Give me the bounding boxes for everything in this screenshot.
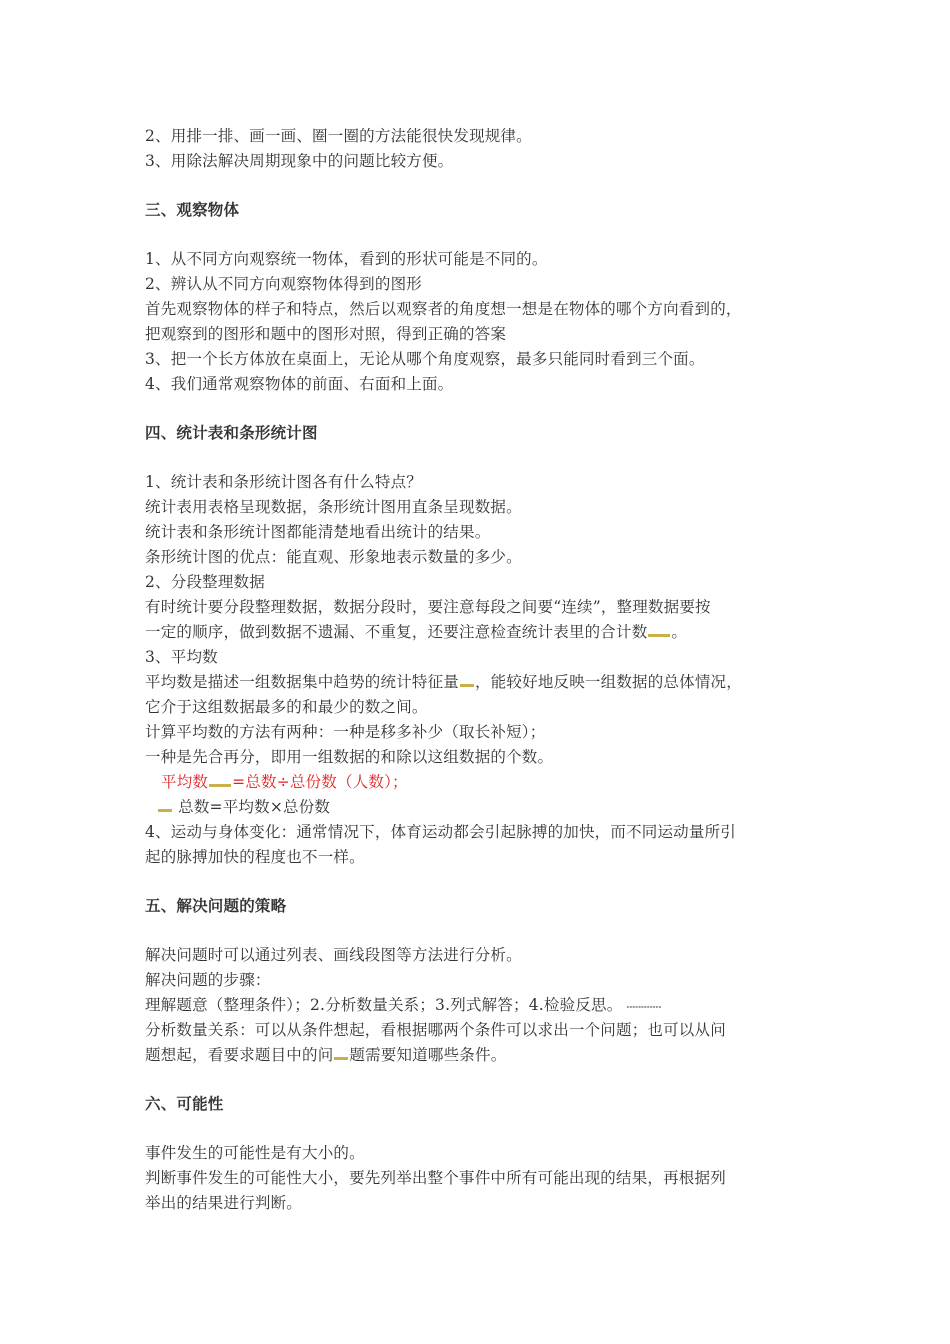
highlight-mark [334,1057,348,1060]
formula-total-text: 总数=平均数×总份数 [178,798,331,816]
s5-line-2: 解决问题的步骤： [145,971,271,989]
highlight-mark [209,784,231,787]
s4-line-3: 统计表和条形统计图都能清楚地看出统计的结果。 [145,523,491,541]
s4-line-10: 它介于这组数据最多的和最少的数之间。 [145,698,428,716]
s4-line-9-text: 平均数是描述一组数据集中趋势的统计特征量 [145,673,460,691]
s4-line-8: 3、平均数 [145,648,218,666]
formula-total [145,795,825,820]
section-title-observe: 三、观察物体 [145,201,240,219]
s4-line-7-text: 一定的顺序，做到数据不遗漏、不重复，还要注意检查统计表里的合计数 [145,623,648,641]
s6-line-1: 事件发生的可能性是有大小的。 [145,1144,365,1162]
highlight-mark [460,684,474,687]
formula-average-lhs: 平均数 [161,773,209,791]
s3-line-4: 把观察到的图形和题中的图形对照，得到正确的答案 [145,325,507,343]
s6-line-3: 举出的结果进行判断。 [145,1194,303,1212]
formula-average-rhs: =总数÷总份数（人数）； [232,773,408,791]
s4-line-12: 一种是先合再分，即用一组数据的和除以这组数据的个数。 [145,748,554,766]
s4-line-13: 4、运动与身体变化：通常情况下，体育运动都会引起脉搏的加快，而不同运动量所引 [145,823,736,841]
s2-line-3: 3、用除法解决周期现象中的问题比较方便。 [145,152,454,170]
s5-line-3-text: 理解题意（整理条件）；2.分析数量关系；3.列式解答；4.检验反思。 [145,996,623,1014]
document-page [145,124,825,1216]
s5-line-3 [145,993,825,1018]
s3-line-6: 4、我们通常观察物体的前面、右面和上面。 [145,375,454,393]
s3-line-1: 1、从不同方向观察统一物体，看到的形状可能是不同的。 [145,250,548,268]
s4-line-7-end: 。 [671,623,688,641]
s4-line-9 [145,670,825,695]
s5-line-5 [145,1043,825,1068]
s3-line-3: 首先观察物体的样子和特点，然后以观察者的角度想一想是在物体的哪个方向看到的， [145,300,742,318]
highlight-mark [158,809,172,812]
s4-line-6: 有时统计要分段整理数据，数据分段时，要注意每段之间要“连续”，整理数据要按 [145,598,711,616]
s2-line-2: 2、用排一排、画一画、圈一圈的方法能很快发现规律。 [145,127,532,145]
s4-line-11: 计算平均数的方法有两种：一种是移多补少（取长补短）； [145,723,546,741]
s4-line-2: 统计表用表格呈现数据，条形统计图用直条呈现数据。 [145,498,522,516]
s4-line-4: 条形统计图的优点：能直观、形象地表示数量的多少。 [145,548,522,566]
section-title-statistics: 四、统计表和条形统计图 [145,424,318,442]
s4-line-5: 2、分段整理数据 [145,573,265,591]
s3-line-2: 2、辨认从不同方向观察物体得到的图形 [145,275,422,293]
s4-line-7 [145,620,825,645]
s4-line-14: 起的脉搏加快的程度也不一样。 [145,848,365,866]
formula-average [145,770,825,795]
s5-line-4: 分析数量关系：可以从条件想起，看根据哪两个条件可以求出一个问题；也可以从问 [145,1021,726,1039]
highlight-mark [648,634,670,637]
s6-line-2: 判断事件发生的可能性大小，要先列举出整个事件中所有可能出现的结果，再根据列 [145,1169,726,1187]
tiny-watermark: ▪▪▪▪▪▪▪▪▪▪▪▪ [626,1003,662,1009]
s5-line-5-end: 题需要知道哪些条件。 [349,1046,507,1064]
s5-line-1: 解决问题时可以通过列表、画线段图等方法进行分析。 [145,946,522,964]
section-title-possibility: 六、可能性 [145,1095,224,1113]
s4-line-1: 1、统计表和条形统计图各有什么特点？ [145,473,422,491]
s4-line-9-end: ，能较好地反映一组数据的总体情况， [475,673,742,691]
s3-line-5: 3、把一个长方体放在桌面上，无论从哪个角度观察，最多只能同时看到三个面。 [145,350,705,368]
s5-line-5-text: 题想起，看要求题目中的问 [145,1046,334,1064]
section-title-strategy: 五、解决问题的策略 [145,897,287,915]
